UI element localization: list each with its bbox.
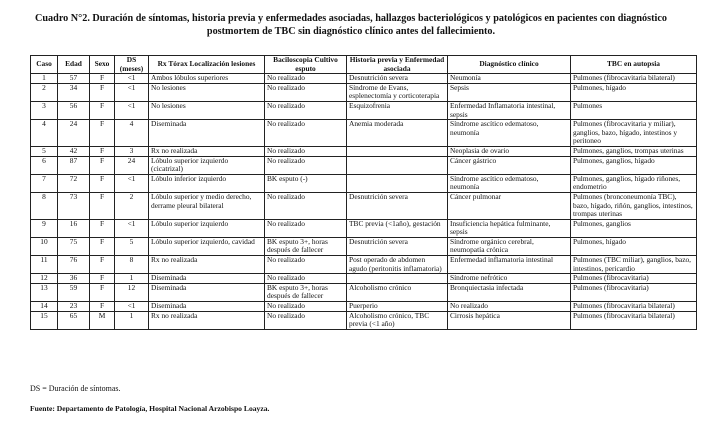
table-cell: 42	[58, 146, 90, 156]
table-cell: 75	[58, 237, 90, 255]
table-cell: Enfermedad Inflamatoria intestinal, sepsis	[448, 101, 571, 119]
table-cell: Cirrosis hepática	[448, 311, 571, 329]
table-cell: Pulmones, ganglios, hígado riñones, endometrio	[571, 174, 697, 192]
table-cell: 5	[115, 237, 149, 255]
table-cell: 2	[31, 83, 58, 101]
table-cell: No realizado	[265, 146, 347, 156]
table-cell: 73	[58, 192, 90, 219]
table-cell: 59	[58, 283, 90, 301]
table-row	[31, 237, 697, 255]
table-cell: Alcoholismo crónico	[347, 283, 448, 301]
table-cell: Síndrome de Evans, esplenectomía y corticoterapia	[347, 83, 448, 101]
column-header: Edad	[58, 56, 90, 74]
table-cell: Diseminada	[149, 302, 265, 312]
table-cell: Pulmones (fibrocavitaria bilateral)	[571, 302, 697, 312]
table-cell: 34	[58, 83, 90, 101]
table-cell: Pulmones, ganglios	[571, 219, 697, 237]
table-cell: Cáncer gástrico	[448, 156, 571, 174]
table-cell: Diseminada	[149, 120, 265, 147]
column-header: DS (meses)	[115, 56, 149, 74]
table-cell: BK esputo (-)	[265, 174, 347, 192]
table-cell: Desnutrición severa	[347, 192, 448, 219]
table-cell: Pulmones, hígado	[571, 83, 697, 101]
table-cell: <1	[115, 74, 149, 84]
table-cell: <1	[115, 83, 149, 101]
table-cell: F	[90, 83, 115, 101]
table-row	[31, 219, 697, 237]
table-cell: No realizado	[265, 302, 347, 312]
table-cell: 23	[58, 302, 90, 312]
table-cell: No realizado	[265, 101, 347, 119]
table-cell: 12	[31, 274, 58, 284]
table-cell: Cáncer pulmonar	[448, 192, 571, 219]
table-cell: Anemia moderada	[347, 120, 448, 147]
table-cell: No lesiones	[149, 83, 265, 101]
table-row	[31, 192, 697, 219]
table-row	[31, 156, 697, 174]
table-cell: Enfermedad inflamatoria intestinal	[448, 256, 571, 274]
table-cell: 57	[58, 74, 90, 84]
table-cell: Pulmones, hígado	[571, 237, 697, 255]
table-row	[31, 311, 697, 329]
footnote: DS = Duración de síntomas.	[30, 384, 121, 393]
table-cell: Post operado de abdomen agudo (peritonitis inflamatoria)	[347, 256, 448, 274]
table-cell: Lóbulo superior izquierdo (cicatrizal)	[149, 156, 265, 174]
table-cell: Rx no realizada	[149, 311, 265, 329]
table-cell: Síndrome orgánico cerebral, neumopatía crónica	[448, 237, 571, 255]
table-cell: 3	[31, 101, 58, 119]
table-cell: F	[90, 192, 115, 219]
table-cell: F	[90, 237, 115, 255]
table-cell: Neoplasia de ovario	[448, 146, 571, 156]
table-cell: Pulmones (bronconeumonía TBC), bazo, hígado, riñón, ganglios, intestinos, trompas uterinas	[571, 192, 697, 219]
table-cell: 72	[58, 174, 90, 192]
table-cell: Lóbulo superior izquierdo	[149, 219, 265, 237]
table-cell: Síndrome ascítico edematoso, neumonía	[448, 174, 571, 192]
table-cell: Pulmones, ganglios, hígado	[571, 156, 697, 174]
table-cell: 6	[31, 156, 58, 174]
table-cell: Bronquiectasia infectada	[448, 283, 571, 301]
table-cell: F	[90, 283, 115, 301]
table-cell: F	[90, 302, 115, 312]
column-header: Baciloscopia Cultivo esputo	[265, 56, 347, 74]
table-row	[31, 83, 697, 101]
table-cell: 1	[31, 74, 58, 84]
table-cell: Esquizofrenia	[347, 101, 448, 119]
source-note: Fuente: Departamento de Patología, Hospital Nacional Arzobispo Loayza.	[30, 404, 270, 413]
table-cell: F	[90, 120, 115, 147]
table-cell: 14	[31, 302, 58, 312]
table-cell: <1	[115, 302, 149, 312]
column-header: Sexo	[90, 56, 115, 74]
table-row	[31, 101, 697, 119]
table-cell: 3	[115, 146, 149, 156]
table-cell: BK esputo 3+, horas después de fallecer	[265, 283, 347, 301]
table-cell: Desnutrición severa	[347, 237, 448, 255]
table-header-row	[31, 56, 697, 74]
table-cell: No realizado	[448, 302, 571, 312]
table-cell: 12	[115, 283, 149, 301]
column-header: Diagnóstico clínico	[448, 56, 571, 74]
table-cell: Pulmones	[571, 101, 697, 119]
table-cell: Neumonía	[448, 74, 571, 84]
table-cell: F	[90, 146, 115, 156]
table-cell: F	[90, 101, 115, 119]
table-cell	[347, 146, 448, 156]
table-title	[0, 12, 702, 38]
column-header: TBC en autopsia	[571, 56, 697, 74]
table-cell: No realizado	[265, 74, 347, 84]
table-cell	[347, 174, 448, 192]
table-cell: Ambos lóbulos superiores	[149, 74, 265, 84]
table-cell: F	[90, 74, 115, 84]
table-cell: No realizado	[265, 311, 347, 329]
table-row	[31, 283, 697, 301]
table-cell: <1	[115, 219, 149, 237]
table-cell: Lóbulo superior y medio derecho, derrame pleural bilateral	[149, 192, 265, 219]
table-row	[31, 146, 697, 156]
table-cell: Rx no realizada	[149, 146, 265, 156]
table-cell: Síndrome nefrótico	[448, 274, 571, 284]
title-line-2: postmortem de TBC sin diagnóstico clínico antes del fallecimiento.	[206, 26, 496, 37]
table-cell: Pulmones (fibrocavitaria y miliar), ganglios, bazo, hígado, intestinos y peritoneo	[571, 120, 697, 147]
table-cell: Pulmones (fibrocavitaria bilateral)	[571, 74, 697, 84]
table-cell: Pulmones (fibrocavitaria)	[571, 274, 697, 284]
table-row	[31, 120, 697, 147]
table-cell: Lóbulo superior izquierdo, cavidad	[149, 237, 265, 255]
table-body	[31, 74, 697, 330]
table-cell: 11	[31, 256, 58, 274]
table-cell: 8	[31, 192, 58, 219]
table-cell: 4	[31, 120, 58, 147]
table-cell: BK esputo 3+, horas después de fallecer	[265, 237, 347, 255]
table-cell: No realizado	[265, 256, 347, 274]
table-cell: 4	[115, 120, 149, 147]
table-cell: 1	[115, 311, 149, 329]
table-cell: Desnutrición severa	[347, 74, 448, 84]
table-cell: 16	[58, 219, 90, 237]
table-cell: No realizado	[265, 156, 347, 174]
table-cell: 36	[58, 274, 90, 284]
table-cell: Sepsis	[448, 83, 571, 101]
table-row	[31, 174, 697, 192]
table-cell: F	[90, 174, 115, 192]
table-cell: No realizado	[265, 219, 347, 237]
table-cell: Rx no realizada	[149, 256, 265, 274]
cases-table	[30, 55, 697, 330]
table-cell: F	[90, 256, 115, 274]
table-cell: Pulmones (TBC miliar), ganglios, bazo, intestinos, pericardio	[571, 256, 697, 274]
table-cell: No realizado	[265, 83, 347, 101]
table-cell: Síndrome ascítico edematoso, neumonía	[448, 120, 571, 147]
column-header: Historia previa y Enfermedad asociada	[347, 56, 448, 74]
table-cell: Pulmones (fibrocavitaria bilateral)	[571, 311, 697, 329]
table-row	[31, 74, 697, 84]
table-cell: 65	[58, 311, 90, 329]
table-row	[31, 302, 697, 312]
table-cell: 5	[31, 146, 58, 156]
table-cell	[347, 156, 448, 174]
table-cell: No realizado	[265, 274, 347, 284]
table-cell: F	[90, 274, 115, 284]
table-cell: Diseminada	[149, 283, 265, 301]
table-cell: F	[90, 219, 115, 237]
table-cell: 2	[115, 192, 149, 219]
table-cell: 15	[31, 311, 58, 329]
table-row	[31, 274, 697, 284]
table-cell: 87	[58, 156, 90, 174]
table-cell: Puerperio	[347, 302, 448, 312]
table-cell: Insuficiencia hepática fulminante, sepsis	[448, 219, 571, 237]
table-cell: M	[90, 311, 115, 329]
table-cell: <1	[115, 101, 149, 119]
table-cell: Diseminada	[149, 274, 265, 284]
table-cell: 24	[58, 120, 90, 147]
column-header: Caso	[31, 56, 58, 74]
table-row	[31, 256, 697, 274]
table-cell: 76	[58, 256, 90, 274]
table-cell: 13	[31, 283, 58, 301]
table-cell: 24	[115, 156, 149, 174]
table-cell: 9	[31, 219, 58, 237]
table-cell: No lesiones	[149, 101, 265, 119]
table-cell: 1	[115, 274, 149, 284]
table-cell: TBC previa (<1año), gestación	[347, 219, 448, 237]
table-cell: Pulmones (fibrocavitaria)	[571, 283, 697, 301]
column-header: Rx Tórax Localización lesiones	[149, 56, 265, 74]
table-cell: 7	[31, 174, 58, 192]
table-cell: 10	[31, 237, 58, 255]
title-line-1: Cuadro N°2. Duración de síntomas, historia previa y enfermedades asociadas, hallazgos bacteriológicos y patológicos en pacientes con diagnóstico	[35, 13, 667, 24]
table-cell: Lóbulo inferior izquierdo	[149, 174, 265, 192]
table-cell: Alcoholismo crónico, TBC previa (<1 año)	[347, 311, 448, 329]
table-cell: 8	[115, 256, 149, 274]
table-cell: 56	[58, 101, 90, 119]
table-cell: No realizado	[265, 192, 347, 219]
table-cell: Pulmones, ganglios, trompas uterinas	[571, 146, 697, 156]
table-cell: <1	[115, 174, 149, 192]
table-cell	[347, 274, 448, 284]
table-cell: F	[90, 156, 115, 174]
table-cell: No realizado	[265, 120, 347, 147]
